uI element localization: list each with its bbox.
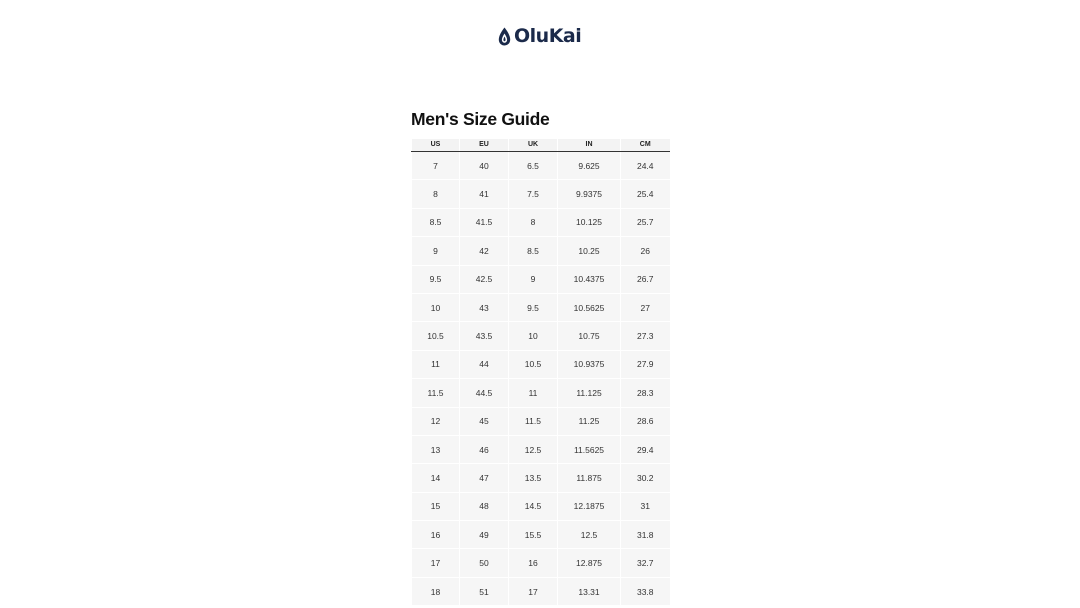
cell-in: 10.75	[558, 322, 621, 350]
column-header-uk: UK	[509, 139, 558, 152]
cell-eu: 46	[460, 435, 509, 463]
cell-uk: 8.5	[509, 237, 558, 265]
table-row	[412, 208, 670, 236]
cell-cm: 30.2	[621, 464, 670, 492]
cell-uk: 11.5	[509, 407, 558, 435]
column-header-in: IN	[558, 139, 621, 152]
cell-eu: 40	[460, 152, 509, 180]
cell-uk: 14.5	[509, 492, 558, 520]
table-row	[412, 322, 670, 350]
cell-in: 13.31	[558, 577, 621, 605]
cell-eu: 51	[460, 577, 509, 605]
cell-cm: 27.9	[621, 350, 670, 378]
cell-cm: 25.4	[621, 180, 670, 208]
table-row	[412, 350, 670, 378]
cell-eu: 41.5	[460, 208, 509, 236]
cell-in: 11.25	[558, 407, 621, 435]
cell-eu: 44	[460, 350, 509, 378]
cell-us: 7	[412, 152, 460, 180]
table-row	[412, 152, 670, 180]
cell-cm: 26.7	[621, 265, 670, 293]
cell-eu: 41	[460, 180, 509, 208]
table-row	[412, 407, 670, 435]
table-header-row	[412, 139, 670, 152]
cell-us: 9	[412, 237, 460, 265]
cell-in: 10.125	[558, 208, 621, 236]
cell-uk: 15.5	[509, 521, 558, 549]
cell-cm: 28.3	[621, 379, 670, 407]
cell-uk: 12.5	[509, 435, 558, 463]
cell-uk: 6.5	[509, 152, 558, 180]
cell-us: 9.5	[412, 265, 460, 293]
cell-in: 11.125	[558, 379, 621, 407]
cell-us: 18	[412, 577, 460, 605]
cell-us: 13	[412, 435, 460, 463]
cell-cm: 27.3	[621, 322, 670, 350]
cell-eu: 44.5	[460, 379, 509, 407]
table-row	[412, 237, 670, 265]
cell-cm: 24.4	[621, 152, 670, 180]
cell-uk: 8	[509, 208, 558, 236]
table-row	[412, 521, 670, 549]
cell-uk: 10.5	[509, 350, 558, 378]
cell-eu: 47	[460, 464, 509, 492]
cell-in: 11.875	[558, 464, 621, 492]
table-row	[412, 379, 670, 407]
cell-uk: 17	[509, 577, 558, 605]
cell-cm: 26	[621, 237, 670, 265]
cell-cm: 33.8	[621, 577, 670, 605]
cell-eu: 50	[460, 549, 509, 577]
table-row	[412, 549, 670, 577]
cell-in: 10.5625	[558, 293, 621, 321]
cell-us: 11	[412, 350, 460, 378]
cell-in: 12.1875	[558, 492, 621, 520]
table-row	[412, 265, 670, 293]
cell-eu: 42.5	[460, 265, 509, 293]
cell-in: 12.875	[558, 549, 621, 577]
cell-cm: 28.6	[621, 407, 670, 435]
page-title: Men's Size Guide	[411, 109, 550, 129]
cell-us: 16	[412, 521, 460, 549]
cell-eu: 42	[460, 237, 509, 265]
cell-cm: 25.7	[621, 208, 670, 236]
cell-uk: 9.5	[509, 293, 558, 321]
table-row	[412, 435, 670, 463]
cell-cm: 31	[621, 492, 670, 520]
cell-cm: 32.7	[621, 549, 670, 577]
cell-eu: 43	[460, 293, 509, 321]
cell-in: 10.4375	[558, 265, 621, 293]
cell-uk: 13.5	[509, 464, 558, 492]
cell-uk: 11	[509, 379, 558, 407]
column-header-us: US	[412, 139, 460, 152]
column-header-eu: EU	[460, 139, 509, 152]
cell-eu: 49	[460, 521, 509, 549]
cell-in: 11.5625	[558, 435, 621, 463]
cell-us: 12	[412, 407, 460, 435]
size-guide-table	[411, 139, 670, 606]
cell-us: 8.5	[412, 208, 460, 236]
cell-in: 9.625	[558, 152, 621, 180]
cell-us: 14	[412, 464, 460, 492]
cell-uk: 7.5	[509, 180, 558, 208]
cell-us: 10	[412, 293, 460, 321]
cell-us: 11.5	[412, 379, 460, 407]
cell-us: 8	[412, 180, 460, 208]
table-row	[412, 577, 670, 605]
cell-cm: 29.4	[621, 435, 670, 463]
brand-logo[interactable]	[498, 24, 581, 48]
cell-in: 12.5	[558, 521, 621, 549]
column-header-cm: CM	[621, 139, 670, 152]
cell-eu: 48	[460, 492, 509, 520]
cell-us: 10.5	[412, 322, 460, 350]
cell-eu: 43.5	[460, 322, 509, 350]
table-row	[412, 464, 670, 492]
cell-in: 10.25	[558, 237, 621, 265]
cell-cm: 31.8	[621, 521, 670, 549]
olukai-drop-icon	[498, 27, 511, 46]
table-row	[412, 293, 670, 321]
table-row	[412, 180, 670, 208]
cell-uk: 16	[509, 549, 558, 577]
cell-uk: 10	[509, 322, 558, 350]
cell-eu: 45	[460, 407, 509, 435]
brand-wordmark: OluKai	[514, 25, 582, 47]
cell-us: 15	[412, 492, 460, 520]
cell-in: 10.9375	[558, 350, 621, 378]
cell-us: 17	[412, 549, 460, 577]
cell-cm: 27	[621, 293, 670, 321]
cell-uk: 9	[509, 265, 558, 293]
table-row	[412, 492, 670, 520]
cell-in: 9.9375	[558, 180, 621, 208]
